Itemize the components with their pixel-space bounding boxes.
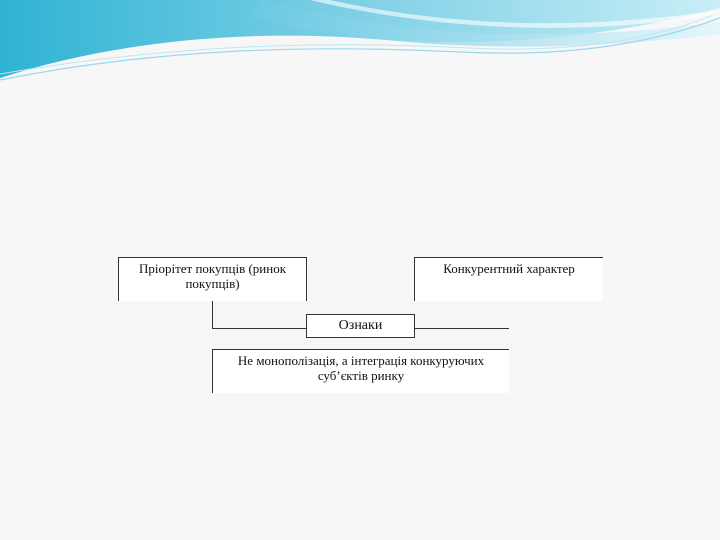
node-buyer-priority-label: Пріорітет покупців (ринок покупців)	[138, 261, 287, 291]
connector-right-horizontal	[415, 328, 509, 329]
node-buyer-priority	[118, 257, 307, 301]
node-competitive-character-label: Конкурентний характер	[443, 261, 575, 276]
node-integration	[212, 349, 509, 393]
node-signs-label: Ознаки	[338, 318, 383, 333]
connector-left-horizontal	[212, 328, 306, 329]
node-integration-label: Не монополізація, а інтеграція конкуруючих суб’єктів ринку	[237, 353, 485, 383]
node-signs	[306, 314, 415, 338]
connector-left-vertical	[212, 301, 213, 329]
node-competitive-character	[414, 257, 603, 301]
